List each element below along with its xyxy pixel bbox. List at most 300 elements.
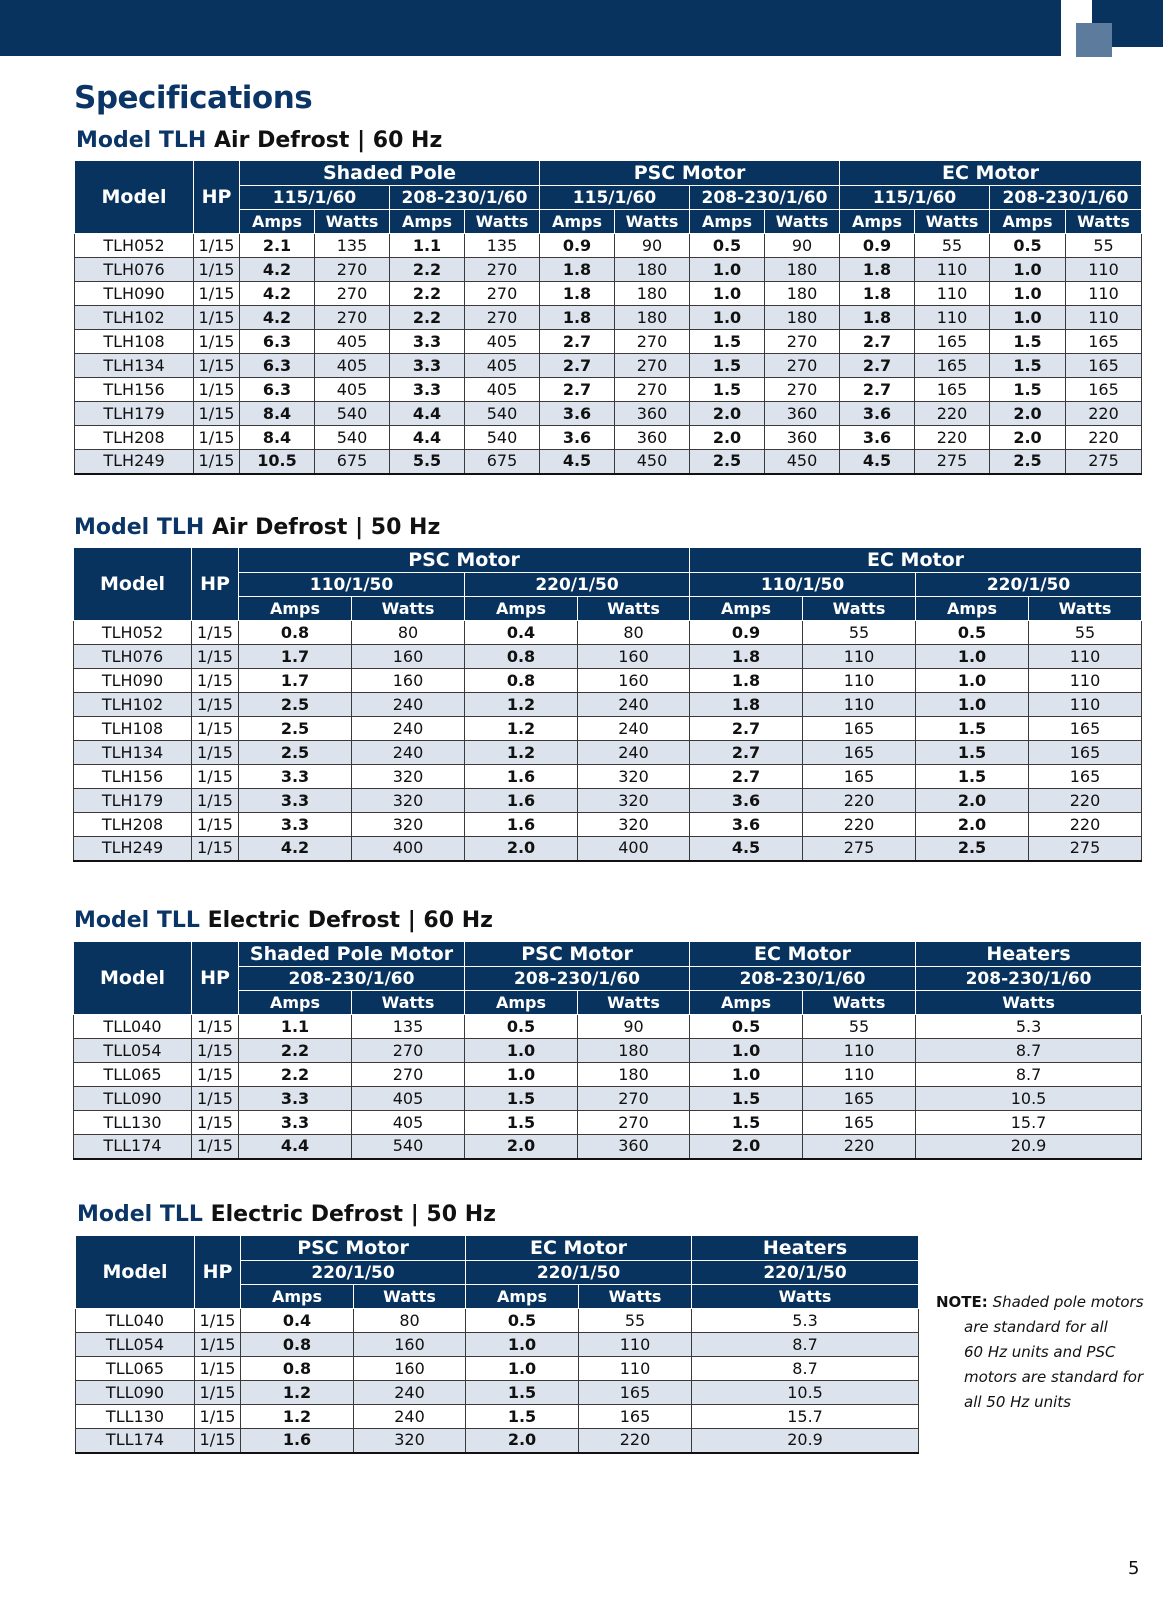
value-cell: 450 xyxy=(615,450,690,474)
value-cell: 2.7 xyxy=(690,717,803,741)
value-cell: 135 xyxy=(315,234,390,258)
value-cell: 165 xyxy=(579,1405,692,1429)
value-cell: 110 xyxy=(1066,282,1142,306)
voltage-header: 208-230/1/60 xyxy=(239,967,465,991)
hp-cell: 1/15 xyxy=(194,282,240,306)
value-cell: 220 xyxy=(1066,426,1142,450)
unit-header: Amps xyxy=(690,991,803,1015)
value-cell: 360 xyxy=(765,426,840,450)
value-cell: 180 xyxy=(615,282,690,306)
value-cell: 10.5 xyxy=(916,1087,1142,1111)
value-cell: 110 xyxy=(1029,645,1142,669)
hp-cell: 1/15 xyxy=(192,789,239,813)
value-cell: 320 xyxy=(352,765,465,789)
table-row xyxy=(74,1063,1142,1087)
value-cell: 360 xyxy=(765,402,840,426)
value-cell: 240 xyxy=(354,1405,466,1429)
value-cell: 0.8 xyxy=(241,1333,354,1357)
value-cell: 1.8 xyxy=(690,669,803,693)
table-row xyxy=(76,1333,919,1357)
unit-header: Amps xyxy=(239,991,352,1015)
voltage-header: 220/1/50 xyxy=(916,573,1142,597)
voltage-header: 115/1/60 xyxy=(840,186,990,210)
value-cell: 165 xyxy=(803,741,916,765)
table-row xyxy=(74,621,1142,645)
model-cell: TLL130 xyxy=(76,1405,195,1429)
value-cell: 165 xyxy=(1029,741,1142,765)
value-cell: 405 xyxy=(465,354,540,378)
unit-header: Amps xyxy=(540,210,615,234)
value-cell: 1.5 xyxy=(990,330,1066,354)
value-cell: 1.0 xyxy=(990,258,1066,282)
value-cell: 0.9 xyxy=(840,234,915,258)
value-cell: 270 xyxy=(765,330,840,354)
model-cell: TLL090 xyxy=(76,1381,195,1405)
hp-cell: 1/15 xyxy=(195,1333,241,1357)
value-cell: 4.4 xyxy=(239,1135,352,1159)
value-cell: 1.0 xyxy=(465,1063,578,1087)
value-cell: 165 xyxy=(1066,330,1142,354)
value-cell: 110 xyxy=(1029,693,1142,717)
model-cell: TLH249 xyxy=(74,837,192,861)
value-cell: 0.8 xyxy=(241,1357,354,1381)
section-subtitle: Air Defrost | 50 Hz xyxy=(212,515,441,540)
value-cell: 1.8 xyxy=(690,693,803,717)
value-cell: 2.7 xyxy=(540,378,615,402)
value-cell: 1.5 xyxy=(690,1111,803,1135)
unit-header: Amps xyxy=(239,597,352,621)
value-cell: 160 xyxy=(578,669,690,693)
value-cell: 0.5 xyxy=(690,1015,803,1039)
value-cell: 4.5 xyxy=(840,450,915,474)
value-cell: 1.0 xyxy=(690,1039,803,1063)
model-cell: TLH102 xyxy=(74,693,192,717)
unit-header: Amps xyxy=(840,210,915,234)
model-cell: TLL174 xyxy=(74,1135,192,1159)
value-cell: 1.5 xyxy=(465,1087,578,1111)
hp-cell: 1/15 xyxy=(192,741,239,765)
value-cell: 1.0 xyxy=(916,693,1029,717)
value-cell: 2.0 xyxy=(690,426,765,450)
value-cell: 275 xyxy=(803,837,916,861)
value-cell: 3.3 xyxy=(390,354,465,378)
value-cell: 4.2 xyxy=(240,306,315,330)
unit-header: Watts xyxy=(1066,210,1142,234)
voltage-header: 220/1/50 xyxy=(465,573,690,597)
value-cell: 220 xyxy=(915,402,990,426)
value-cell: 240 xyxy=(352,717,465,741)
value-cell: 220 xyxy=(803,789,916,813)
value-cell: 165 xyxy=(579,1381,692,1405)
unit-header: Watts xyxy=(578,597,690,621)
value-cell: 160 xyxy=(578,645,690,669)
value-cell: 320 xyxy=(352,813,465,837)
value-cell: 240 xyxy=(578,693,690,717)
value-cell: 1.6 xyxy=(465,813,578,837)
model-cell: TLL054 xyxy=(74,1039,192,1063)
value-cell: 450 xyxy=(765,450,840,474)
table-row xyxy=(74,1087,1142,1111)
unit-header: Watts xyxy=(692,1285,919,1309)
value-cell: 4.5 xyxy=(690,837,803,861)
value-cell: 55 xyxy=(803,1015,916,1039)
table-row xyxy=(76,1357,919,1381)
value-cell: 3.6 xyxy=(690,789,803,813)
footnote-text: are standard for all xyxy=(964,1318,1108,1336)
value-cell: 1.8 xyxy=(540,258,615,282)
unit-header: Amps xyxy=(240,210,315,234)
value-cell: 165 xyxy=(1029,765,1142,789)
value-cell: 1.2 xyxy=(241,1405,354,1429)
value-cell: 0.5 xyxy=(916,621,1029,645)
value-cell: 1.2 xyxy=(465,717,578,741)
value-cell: 165 xyxy=(803,765,916,789)
value-cell: 275 xyxy=(1029,837,1142,861)
table-row xyxy=(74,669,1142,693)
value-cell: 1.8 xyxy=(690,645,803,669)
hp-cell: 1/15 xyxy=(192,1135,239,1159)
table-row xyxy=(74,717,1142,741)
value-cell: 5.5 xyxy=(390,450,465,474)
voltage-header: 220/1/50 xyxy=(692,1261,919,1285)
hp-cell: 1/15 xyxy=(192,1063,239,1087)
hp-cell: 1/15 xyxy=(192,1087,239,1111)
value-cell: 110 xyxy=(915,282,990,306)
col-header-hp: HP xyxy=(194,161,240,234)
value-cell: 1.5 xyxy=(690,1087,803,1111)
group-header: EC Motor xyxy=(840,161,1142,186)
value-cell: 0.4 xyxy=(465,621,578,645)
value-cell: 270 xyxy=(352,1039,465,1063)
value-cell: 55 xyxy=(579,1309,692,1333)
value-cell: 1.5 xyxy=(990,378,1066,402)
value-cell: 0.5 xyxy=(466,1309,579,1333)
value-cell: 1.5 xyxy=(916,717,1029,741)
value-cell: 0.5 xyxy=(690,234,765,258)
table-row xyxy=(74,741,1142,765)
value-cell: 220 xyxy=(1029,813,1142,837)
value-cell: 110 xyxy=(1066,306,1142,330)
model-cell: TLH108 xyxy=(74,717,192,741)
value-cell: 2.5 xyxy=(239,741,352,765)
value-cell: 2.2 xyxy=(390,306,465,330)
value-cell: 270 xyxy=(465,282,540,306)
value-cell: 2.2 xyxy=(239,1063,352,1087)
hp-cell: 1/15 xyxy=(192,1039,239,1063)
unit-header: Amps xyxy=(390,210,465,234)
value-cell: 180 xyxy=(765,258,840,282)
value-cell: 0.9 xyxy=(690,621,803,645)
value-cell: 2.7 xyxy=(690,741,803,765)
value-cell: 270 xyxy=(765,378,840,402)
unit-header: Watts xyxy=(354,1285,466,1309)
value-cell: 405 xyxy=(315,330,390,354)
group-header: Heaters xyxy=(916,942,1142,967)
unit-header: Watts xyxy=(916,991,1142,1015)
footnote xyxy=(936,1290,1146,1415)
hp-cell: 1/15 xyxy=(195,1357,241,1381)
hp-cell: 1/15 xyxy=(194,426,240,450)
value-cell: 2.0 xyxy=(916,813,1029,837)
value-cell: 400 xyxy=(578,837,690,861)
unit-header: Watts xyxy=(579,1285,692,1309)
section-title-tll-60hz xyxy=(74,908,493,933)
value-cell: 160 xyxy=(352,669,465,693)
col-header-model: Model xyxy=(75,161,194,234)
unit-header: Amps xyxy=(690,597,803,621)
unit-header: Watts xyxy=(765,210,840,234)
hp-cell: 1/15 xyxy=(194,258,240,282)
value-cell: 5.3 xyxy=(692,1309,919,1333)
model-cell: TLL040 xyxy=(74,1015,192,1039)
value-cell: 2.7 xyxy=(840,330,915,354)
value-cell: 80 xyxy=(354,1309,466,1333)
value-cell: 270 xyxy=(465,258,540,282)
value-cell: 165 xyxy=(1029,717,1142,741)
hp-cell: 1/15 xyxy=(192,765,239,789)
value-cell: 1.5 xyxy=(690,378,765,402)
value-cell: 80 xyxy=(352,621,465,645)
value-cell: 360 xyxy=(578,1135,690,1159)
value-cell: 220 xyxy=(1029,789,1142,813)
value-cell: 110 xyxy=(803,693,916,717)
model-cell: TLL130 xyxy=(74,1111,192,1135)
value-cell: 165 xyxy=(803,1087,916,1111)
value-cell: 0.8 xyxy=(465,645,578,669)
value-cell: 220 xyxy=(1066,402,1142,426)
value-cell: 275 xyxy=(1066,450,1142,474)
unit-header: Watts xyxy=(465,210,540,234)
value-cell: 2.0 xyxy=(916,789,1029,813)
value-cell: 270 xyxy=(315,258,390,282)
value-cell: 15.7 xyxy=(692,1405,919,1429)
value-cell: 4.2 xyxy=(240,258,315,282)
value-cell: 1.8 xyxy=(840,258,915,282)
value-cell: 4.4 xyxy=(390,402,465,426)
value-cell: 405 xyxy=(315,354,390,378)
value-cell: 180 xyxy=(578,1063,690,1087)
voltage-header: 115/1/60 xyxy=(240,186,390,210)
page-number: 5 xyxy=(1128,1558,1140,1579)
value-cell: 165 xyxy=(1066,354,1142,378)
value-cell: 80 xyxy=(578,621,690,645)
unit-header: Amps xyxy=(465,597,578,621)
section-title-tll-50hz xyxy=(77,1202,496,1227)
value-cell: 3.6 xyxy=(690,813,803,837)
value-cell: 20.9 xyxy=(916,1135,1142,1159)
group-header: PSC Motor xyxy=(239,548,690,573)
value-cell: 3.6 xyxy=(840,402,915,426)
value-cell: 3.6 xyxy=(540,402,615,426)
value-cell: 0.8 xyxy=(465,669,578,693)
value-cell: 1.8 xyxy=(540,282,615,306)
voltage-header: 110/1/50 xyxy=(690,573,916,597)
value-cell: 15.7 xyxy=(916,1111,1142,1135)
footnote-text: all 50 Hz units xyxy=(964,1393,1071,1411)
value-cell: 540 xyxy=(315,426,390,450)
value-cell: 2.5 xyxy=(690,450,765,474)
value-cell: 2.2 xyxy=(390,258,465,282)
value-cell: 110 xyxy=(915,306,990,330)
table-row xyxy=(75,426,1142,450)
value-cell: 160 xyxy=(354,1357,466,1381)
value-cell: 1.0 xyxy=(690,282,765,306)
model-cell: TLH134 xyxy=(75,354,194,378)
value-cell: 1.1 xyxy=(390,234,465,258)
hp-cell: 1/15 xyxy=(195,1381,241,1405)
hp-cell: 1/15 xyxy=(194,330,240,354)
group-header: EC Motor xyxy=(690,548,1142,573)
value-cell: 3.3 xyxy=(239,1111,352,1135)
value-cell: 165 xyxy=(915,354,990,378)
footnote-text: motors are standard for xyxy=(964,1368,1144,1386)
unit-header: Amps xyxy=(466,1285,579,1309)
value-cell: 270 xyxy=(615,378,690,402)
value-cell: 3.6 xyxy=(840,426,915,450)
hp-cell: 1/15 xyxy=(194,378,240,402)
value-cell: 275 xyxy=(915,450,990,474)
value-cell: 1.5 xyxy=(916,741,1029,765)
value-cell: 405 xyxy=(315,378,390,402)
table-row xyxy=(76,1381,919,1405)
value-cell: 110 xyxy=(579,1357,692,1381)
value-cell: 320 xyxy=(352,789,465,813)
hp-cell: 1/15 xyxy=(192,837,239,861)
value-cell: 3.3 xyxy=(390,330,465,354)
spec-table-tll-electric-defrost-60hz xyxy=(73,941,1142,1160)
section-title-tlh-50hz xyxy=(74,515,440,540)
model-cell: TLH208 xyxy=(74,813,192,837)
value-cell: 165 xyxy=(915,330,990,354)
value-cell: 1.8 xyxy=(840,282,915,306)
value-cell: 1.0 xyxy=(990,306,1066,330)
unit-header: Amps xyxy=(990,210,1066,234)
value-cell: 3.3 xyxy=(239,765,352,789)
value-cell: 110 xyxy=(803,669,916,693)
value-cell: 110 xyxy=(803,645,916,669)
model-cell: TLH108 xyxy=(75,330,194,354)
value-cell: 110 xyxy=(803,1063,916,1087)
model-cell: TLL065 xyxy=(76,1357,195,1381)
value-cell: 2.7 xyxy=(840,354,915,378)
spec-table-tll-electric-defrost-50hz xyxy=(75,1235,919,1454)
value-cell: 6.3 xyxy=(240,330,315,354)
value-cell: 1.5 xyxy=(990,354,1066,378)
value-cell: 1.0 xyxy=(465,1039,578,1063)
value-cell: 1.0 xyxy=(690,306,765,330)
value-cell: 165 xyxy=(803,1111,916,1135)
value-cell: 2.1 xyxy=(240,234,315,258)
value-cell: 1.7 xyxy=(239,669,352,693)
value-cell: 4.5 xyxy=(540,450,615,474)
value-cell: 405 xyxy=(352,1087,465,1111)
value-cell: 160 xyxy=(354,1333,466,1357)
value-cell: 540 xyxy=(465,426,540,450)
value-cell: 220 xyxy=(579,1429,692,1453)
value-cell: 2.5 xyxy=(239,717,352,741)
value-cell: 2.7 xyxy=(690,765,803,789)
value-cell: 8.7 xyxy=(692,1357,919,1381)
col-header-model: Model xyxy=(74,548,192,621)
value-cell: 8.7 xyxy=(916,1063,1142,1087)
model-cell: TLH090 xyxy=(74,669,192,693)
hp-cell: 1/15 xyxy=(194,306,240,330)
unit-header: Watts xyxy=(615,210,690,234)
value-cell: 320 xyxy=(578,765,690,789)
value-cell: 0.5 xyxy=(465,1015,578,1039)
value-cell: 2.5 xyxy=(239,693,352,717)
value-cell: 320 xyxy=(354,1429,466,1453)
value-cell: 180 xyxy=(765,306,840,330)
value-cell: 1.1 xyxy=(239,1015,352,1039)
hp-cell: 1/15 xyxy=(192,693,239,717)
table-row xyxy=(76,1429,919,1453)
value-cell: 180 xyxy=(765,282,840,306)
voltage-header: 115/1/60 xyxy=(540,186,690,210)
group-header: EC Motor xyxy=(466,1236,692,1261)
value-cell: 55 xyxy=(803,621,916,645)
value-cell: 675 xyxy=(465,450,540,474)
value-cell: 0.4 xyxy=(241,1309,354,1333)
value-cell: 400 xyxy=(352,837,465,861)
value-cell: 1.6 xyxy=(465,765,578,789)
group-header: Shaded Pole Motor xyxy=(239,942,465,967)
value-cell: 360 xyxy=(615,426,690,450)
model-cell: TLH179 xyxy=(75,402,194,426)
corner-accent-square xyxy=(1076,23,1112,57)
group-header: Heaters xyxy=(692,1236,919,1261)
value-cell: 55 xyxy=(915,234,990,258)
section-model: Model TLH xyxy=(74,515,205,540)
model-cell: TLH208 xyxy=(75,426,194,450)
header-bar xyxy=(0,0,1061,56)
value-cell: 8.4 xyxy=(240,426,315,450)
table-row xyxy=(74,765,1142,789)
table-row xyxy=(74,789,1142,813)
value-cell: 90 xyxy=(765,234,840,258)
unit-header: Watts xyxy=(803,597,916,621)
value-cell: 270 xyxy=(615,354,690,378)
value-cell: 220 xyxy=(803,1135,916,1159)
value-cell: 110 xyxy=(579,1333,692,1357)
hp-cell: 1/15 xyxy=(195,1309,241,1333)
value-cell: 3.3 xyxy=(390,378,465,402)
value-cell: 220 xyxy=(803,813,916,837)
group-header: EC Motor xyxy=(690,942,916,967)
value-cell: 1.8 xyxy=(840,306,915,330)
value-cell: 55 xyxy=(1029,621,1142,645)
unit-header: Amps xyxy=(241,1285,354,1309)
value-cell: 1.5 xyxy=(465,1111,578,1135)
hp-cell: 1/15 xyxy=(194,450,240,474)
model-cell: TLH076 xyxy=(74,645,192,669)
hp-cell: 1/15 xyxy=(195,1429,241,1453)
model-cell: TLH179 xyxy=(74,789,192,813)
value-cell: 270 xyxy=(352,1063,465,1087)
model-cell: TLH090 xyxy=(75,282,194,306)
table-row xyxy=(76,1309,919,1333)
unit-header: Watts xyxy=(352,991,465,1015)
value-cell: 1.0 xyxy=(990,282,1066,306)
value-cell: 240 xyxy=(352,741,465,765)
hp-cell: 1/15 xyxy=(192,717,239,741)
model-cell: TLH156 xyxy=(75,378,194,402)
value-cell: 320 xyxy=(578,813,690,837)
value-cell: 2.5 xyxy=(990,450,1066,474)
section-subtitle: Electric Defrost | 60 Hz xyxy=(207,908,493,933)
value-cell: 55 xyxy=(1066,234,1142,258)
hp-cell: 1/15 xyxy=(194,234,240,258)
